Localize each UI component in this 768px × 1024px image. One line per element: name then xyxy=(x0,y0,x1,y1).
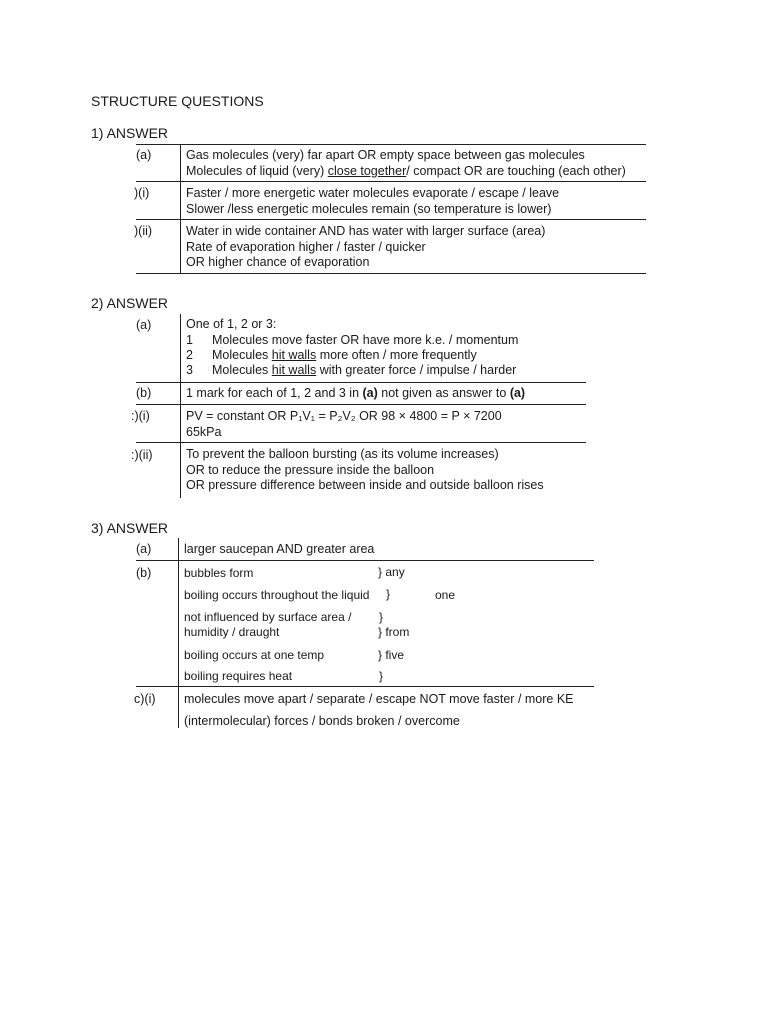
part-label: (b) xyxy=(136,566,152,580)
table-rule xyxy=(136,442,586,443)
answer-line: Molecules of liquid (very) close together/ compact OR are touching (each other) xyxy=(186,163,626,178)
answer-line: Molecules hit walls more often / more frequently xyxy=(212,348,477,362)
table-divider xyxy=(180,144,181,273)
table-rule xyxy=(136,560,594,561)
answer-line: molecules move apart / separate / escape NOT move faster / more KE xyxy=(184,692,574,706)
brace-label: } five xyxy=(378,648,405,662)
answer-line: 65kPa xyxy=(186,424,222,439)
question-heading: 1) ANSWER xyxy=(91,125,169,141)
answer-line: To prevent the balloon bursting (as its volume increases) xyxy=(186,447,499,461)
brace: } xyxy=(386,587,391,601)
list-item: humidity / draught xyxy=(184,625,280,639)
answer-line: Molecules move faster OR have more k.e. / momentum xyxy=(212,333,519,347)
table-divider xyxy=(178,538,179,728)
table-rule xyxy=(136,382,586,383)
table-rule xyxy=(136,219,646,220)
underlined-text: hit walls xyxy=(271,363,317,377)
list-item: boiling requires heat xyxy=(184,669,293,683)
answer-line: 1 mark for each of 1, 2 and 3 in (a) not given as answer to (a) xyxy=(186,386,526,400)
answer-line: Molecules hit walls with greater force / impulse / harder xyxy=(212,363,517,377)
underlined-text: close together xyxy=(327,163,407,178)
part-label: (b) xyxy=(136,386,152,400)
answer-line: larger saucepan AND greater area xyxy=(184,542,375,556)
answer-cell xyxy=(186,447,544,494)
answer-cell xyxy=(186,409,502,440)
brace-label: one xyxy=(435,588,456,602)
part-label: :)(i) xyxy=(131,409,150,423)
brace: } xyxy=(379,610,384,624)
list-item: not influenced by surface area / xyxy=(184,610,352,624)
answer-line: One of 1, 2 or 3: xyxy=(186,317,277,331)
part-label: :)(ii) xyxy=(131,448,153,462)
part-label: )(i) xyxy=(134,186,150,200)
question-heading: 3) ANSWER xyxy=(91,520,169,536)
part-label: c)(i) xyxy=(134,692,156,706)
table-rule xyxy=(136,686,594,687)
answer-line: Gas molecules (very) far apart OR empty space between gas molecules xyxy=(186,148,585,162)
item-number: 3 xyxy=(186,363,193,377)
table-divider xyxy=(180,314,181,498)
answer-line: Faster / more energetic water molecules evaporate / escape / leave xyxy=(186,186,560,200)
answer-cell xyxy=(186,224,545,271)
part-label: (a) xyxy=(136,148,152,162)
answer-line: PV = constant OR P₁V₁ = P₂V₂ OR 98 × 4800 = P × 7200 xyxy=(186,409,502,423)
part-label: (a) xyxy=(136,318,152,332)
list-item: boiling occurs at one temp xyxy=(184,648,325,662)
answer-line: Rate of evaporation higher / faster / quicker xyxy=(186,239,426,254)
table-rule xyxy=(136,181,646,182)
list-item: boiling occurs throughout the liquid xyxy=(184,588,370,602)
answer-cell xyxy=(186,148,626,179)
question-heading: 2) ANSWER xyxy=(91,295,169,311)
list-item: bubbles form xyxy=(184,566,254,580)
brace: } xyxy=(379,669,384,683)
underlined-text: hit walls xyxy=(271,348,317,362)
item-number: 1 xyxy=(186,333,193,347)
answer-line: OR higher chance of evaporation xyxy=(186,255,370,269)
page-title: STRUCTURE QUESTIONS xyxy=(91,93,264,109)
part-label: )(ii) xyxy=(134,224,153,238)
answer-line: (intermolecular) forces / bonds broken / overcome xyxy=(184,714,460,728)
brace-label: } from xyxy=(378,625,410,639)
part-label: (a) xyxy=(136,542,152,556)
answer-line: Water in wide container AND has water with larger surface (area) xyxy=(186,224,546,238)
item-number: 2 xyxy=(186,348,193,362)
table-rule xyxy=(136,144,646,145)
brace-label: } any xyxy=(378,565,405,579)
answer-cell xyxy=(186,186,559,217)
table-rule xyxy=(136,404,586,405)
answer-line: OR to reduce the pressure inside the balloon xyxy=(186,462,435,477)
answer-line: OR pressure difference between inside and outside balloon rises xyxy=(186,478,544,492)
table-rule xyxy=(136,273,646,274)
answer-line: Slower /less energetic molecules remain (so temperature is lower) xyxy=(186,201,552,216)
